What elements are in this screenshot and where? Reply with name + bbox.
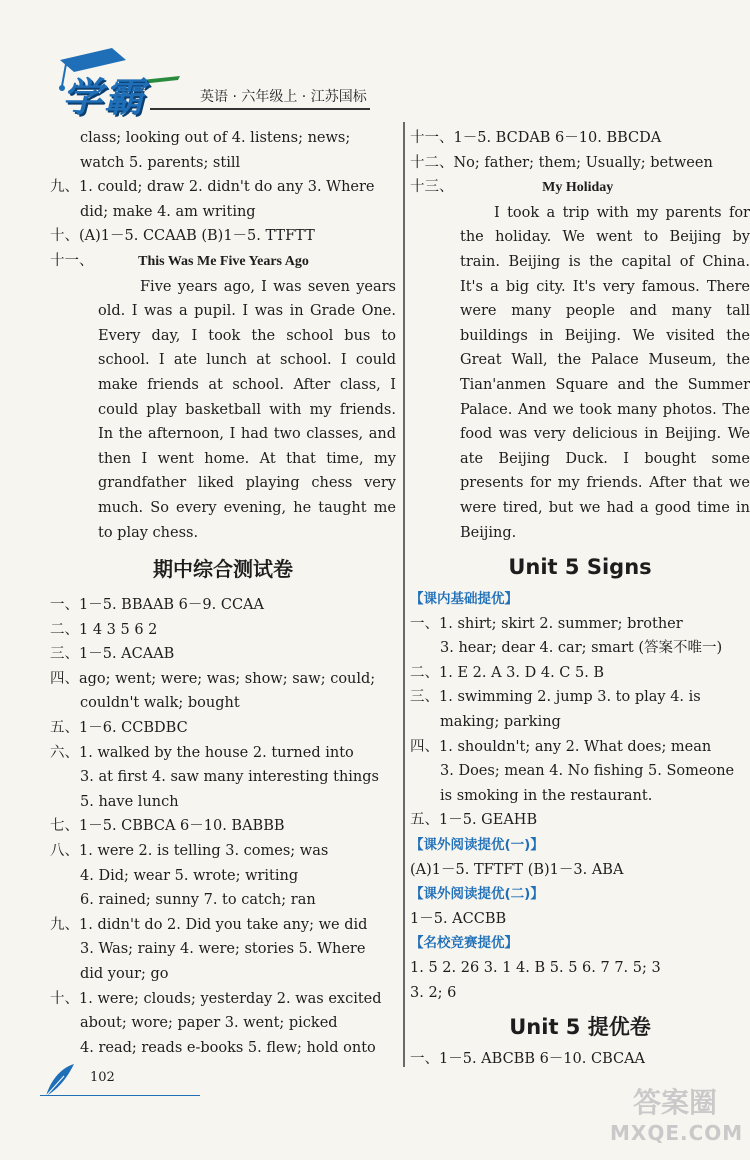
left-column	[50, 126, 396, 1060]
watermark-url: MXQE.COM	[610, 1121, 744, 1145]
answer-line: couldn't walk; bought	[80, 695, 240, 712]
essay-title: This Was Me Five Years Ago	[138, 253, 309, 269]
watermark-logo-text: 答案圈	[632, 1086, 717, 1119]
answer-line: 十、1. were; clouds; yesterday 2. was excited	[50, 990, 382, 1007]
section-tag: 【课外阅读提优(一)】	[410, 837, 544, 854]
answer-line: making; parking	[440, 714, 561, 731]
answer-line: 三、1. swimming 2. jump 3. to play 4. is	[410, 689, 701, 706]
essay-body: Five years ago, I was seven years old. I was a pupil. I was in Grade One. Every day, I took the school bus to school. I ate lunch at school. I could make friends at school. After class, I could play basketball with my friends. In the afternoon, I had two classes, and then I went home. At that time, my grandfather liked playing chess very much. So every evening, he taught me to play chess.	[98, 278, 396, 541]
unit-title: Unit 5 Signs	[508, 555, 652, 580]
answer-line: 四、ago; went; were; was; show; saw; could;	[50, 670, 376, 687]
answer-line: 七、1－5. CBBCA 6－10. BABBB	[50, 818, 285, 835]
site-watermark	[610, 1086, 744, 1156]
unit-test-title: Unit 5 提优卷	[509, 1015, 651, 1040]
answer-line: 3. Was; rainy 4. were; stories 5. Where	[80, 941, 366, 958]
answer-line: 1. 5 2. 26 3. 1 4. B 5. 5 6. 7 7. 5; 3	[410, 960, 661, 976]
footer-rule	[40, 1095, 200, 1096]
answer-line: class; looking out of 4. listens; news;	[80, 130, 351, 146]
answer-line: about; wore; paper 3. went; picked	[80, 1015, 338, 1032]
answer-line: 五、1－5. GEAHB	[410, 812, 538, 829]
feather-icon	[42, 1062, 76, 1098]
essay-heading-row	[50, 249, 396, 275]
header-rule	[150, 108, 370, 110]
essay-heading-row	[410, 175, 750, 201]
answer-line: 4. Did; wear 5. wrote; writing	[80, 867, 299, 884]
answer-line: 5. have lunch	[80, 793, 179, 810]
answer-line: 3. 2; 6	[410, 984, 457, 1001]
answer-line: 五、1－6. CCBDBC	[50, 720, 188, 737]
answer-line: 一、1. shirt; skirt 2. summer; brother	[410, 615, 683, 632]
answer-line: 二、1 4 3 5 6 2	[50, 621, 158, 638]
essay-title: My Holiday	[542, 180, 614, 196]
page-number: 102	[90, 1070, 115, 1085]
brand-logo-text: 学霸	[62, 75, 146, 121]
answer-line: 3. Does; mean 4. No fishing 5. Someone	[440, 763, 735, 780]
answer-line: 四、1. shouldn't; any 2. What does; mean	[410, 738, 712, 755]
section-title: 期中综合测试卷	[153, 557, 293, 582]
answer-line: is smoking in the restaurant.	[440, 787, 653, 804]
answer-line: watch 5. parents; still	[80, 154, 241, 171]
answer-line: 3. at first 4. saw many interesting things	[80, 769, 379, 786]
answer-line: 一、1－5. BBAAB 6－9. CCAA	[50, 597, 264, 614]
answer-line: 1－5. ACCBB	[410, 910, 507, 927]
answer-line: 一、1－5. ABCBB 6－10. CBCAA	[410, 1051, 646, 1068]
answer-line: 3. hear; dear 4. car; smart (答案不唯一)	[440, 640, 723, 657]
answer-line: did your; go	[80, 966, 169, 982]
question-number: 十一、	[50, 252, 94, 269]
column-divider	[403, 122, 405, 1067]
right-column	[410, 126, 750, 1072]
answer-line: (A)1－5. TFTFT (B)1－3. ABA	[410, 861, 624, 878]
answer-line: 十二、No; father; them; Usually; between	[410, 154, 713, 171]
answer-line: 三、1－5. ACAAB	[50, 646, 175, 663]
answer-line: 6. rained; sunny 7. to catch; ran	[80, 892, 316, 909]
section-tag: 【课内基础提优】	[410, 591, 518, 608]
answer-line: 九、1. could; draw 2. didn't do any 3. Where	[50, 179, 375, 196]
book-subtitle: 英语 · 六年级上 · 江苏国标	[200, 89, 367, 105]
answer-line: 八、1. were 2. is telling 3. comes; was	[50, 843, 329, 860]
answer-line: 二、1. E 2. A 3. D 4. C 5. B	[410, 664, 605, 681]
section-tag: 【名校竞赛提优】	[410, 935, 518, 952]
answer-line: 六、1. walked by the house 2. turned into	[50, 744, 354, 761]
page-header	[0, 0, 750, 121]
section-tag: 【课外阅读提优(二)】	[410, 886, 544, 903]
answer-line: did; make 4. am writing	[80, 203, 256, 220]
answer-line: 十一、1－5. BCDAB 6－10. BBCDA	[410, 130, 662, 146]
answer-line: 4. read; reads e-books 5. flew; hold onto	[80, 1039, 376, 1056]
essay-body: I took a trip with my parents for the holiday. We went to Beijing by train. Beijing is the capital of China. It's a big city. It's very famous. There were many people and many tall buildings in Beijing. We visited the Great Wall, the Palace Museum, the Tian'anmen Square and the Summer Palace. And we took many photos. The food was very delicious in Beijing. We ate Beijing Duck. I bought some presents for my friends. After that we were tired, but we had a good time in Beijing.	[460, 204, 750, 541]
question-number: 十三、	[410, 179, 454, 196]
answer-line: 九、1. didn't do 2. Did you take any; we did	[50, 916, 368, 933]
answer-line: 十、(A)1－5. CCAAB (B)1－5. TTFTT	[50, 228, 315, 245]
